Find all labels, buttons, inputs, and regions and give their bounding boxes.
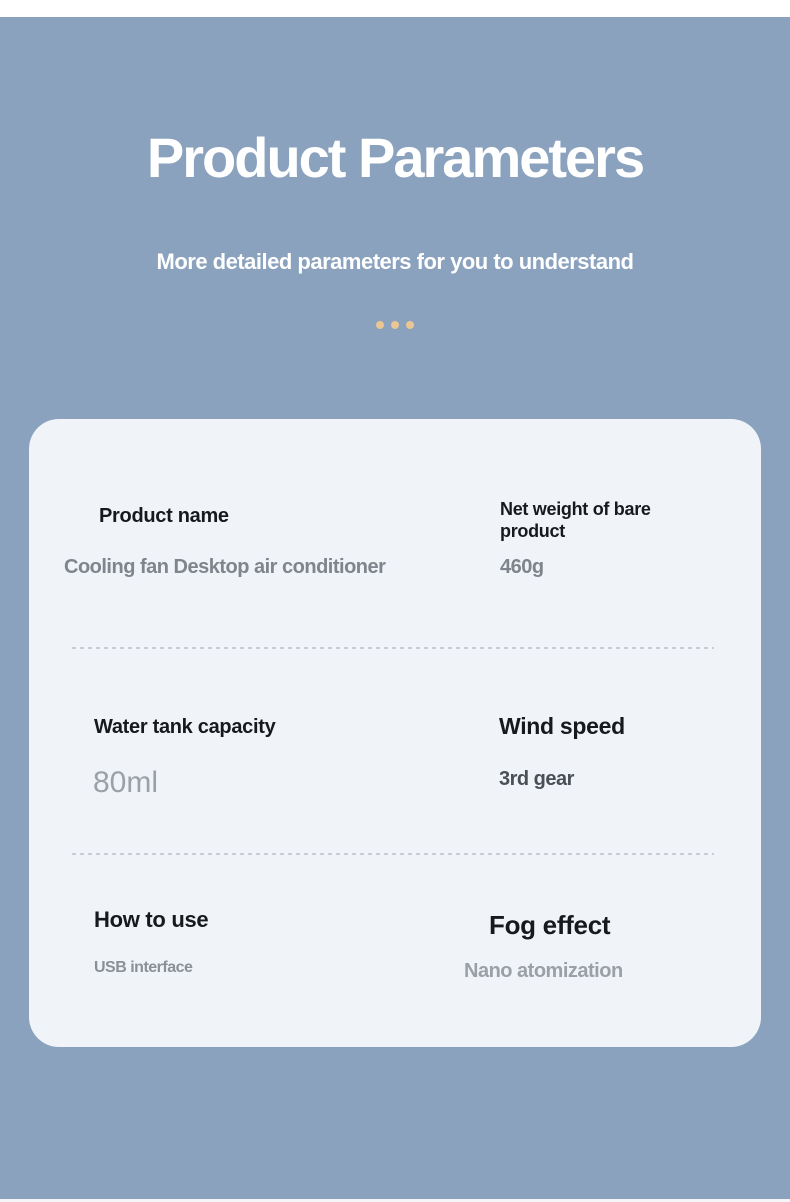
dot-icon xyxy=(391,321,399,329)
param-value-fog-effect: Nano atomization xyxy=(464,960,623,982)
param-value-wind-speed: 3rd gear xyxy=(499,768,574,790)
param-label-how-to-use: How to use xyxy=(94,907,209,932)
dot-icon xyxy=(376,321,384,329)
param-label-wind-speed: Wind speed xyxy=(499,713,625,739)
param-value-how-to-use: USB interface xyxy=(94,959,193,976)
param-label-water-tank-capacity: Water tank capacity xyxy=(94,716,276,738)
param-label-net-weight: Net weight of bare product xyxy=(500,499,651,541)
dashed-divider xyxy=(72,853,714,855)
parameters-card xyxy=(29,419,761,1047)
dot-icon xyxy=(406,321,414,329)
param-label-fog-effect: Fog effect xyxy=(489,910,611,940)
param-value-product-name: Cooling fan Desktop air conditioner xyxy=(64,556,386,578)
page-subtitle: More detailed parameters for you to understand xyxy=(156,249,634,274)
param-value-net-weight: 460g xyxy=(500,556,544,578)
param-label-product-name: Product name xyxy=(99,505,229,527)
dashed-divider xyxy=(72,647,714,649)
divider-dots xyxy=(0,321,790,329)
page-title: Product Parameters xyxy=(146,126,644,189)
hero-background xyxy=(0,17,790,1199)
param-value-water-tank-capacity: 80ml xyxy=(93,766,159,799)
